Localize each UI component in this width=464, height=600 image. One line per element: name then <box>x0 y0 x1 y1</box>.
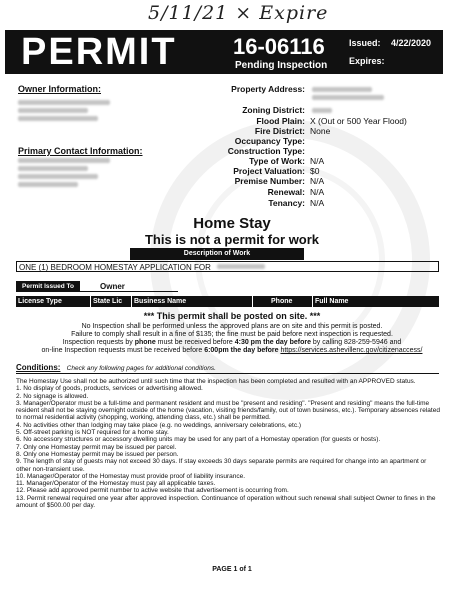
property-address-redacted <box>312 87 372 92</box>
notice-line-3: Inspection requests by phone must be received before 4:30 pm the day before by calling 828-259-5946 and <box>62 339 402 346</box>
col-license-type: License Type <box>18 298 62 305</box>
tenancy-value: N/A <box>310 198 325 208</box>
issued-date: 4/22/2020 <box>391 38 432 48</box>
type-of-work-value: N/A <box>310 156 325 166</box>
conditions-list <box>16 378 441 509</box>
col-full-name: Full Name <box>312 296 439 307</box>
flood-plain-value: X (Out or 500 Year Flood) <box>310 116 407 126</box>
occupancy-type-label: Occupancy Type: <box>234 136 305 146</box>
permit-issued-to-label: Permit Issued To <box>16 281 80 292</box>
page-number: PAGE 1 of 1 <box>212 566 252 573</box>
condition-item: 6. No accessory structures or accessory dwelling units may be used for any part of a Homestay operation (for guests or hosts). <box>16 436 381 444</box>
owner-info-label: Owner Information: <box>18 84 101 94</box>
condition-item: 4. No activities other than lodging may take place (e.g. no weddings, anniversary celebrations, etc.) <box>16 421 302 429</box>
tenancy-label: Tenancy: <box>268 198 305 208</box>
premise-number-label: Premise Number: <box>234 176 305 186</box>
permit-issued-to-value: Owner <box>80 281 178 292</box>
permit-status: Pending Inspection <box>235 60 328 71</box>
permit-number: 16-06116 <box>233 34 325 59</box>
condition-item: 1. No display of goods, products, services or advertising allowed. <box>16 385 203 393</box>
type-of-work-label: Type of Work: <box>249 156 305 166</box>
permit-word: PERMIT <box>21 31 177 73</box>
handwritten-note: 5/11/21 × Expire <box>148 2 329 24</box>
zoning-district-redacted <box>312 108 332 113</box>
permit-type-title: Home Stay <box>193 215 271 232</box>
renewal-value: N/A <box>310 187 325 197</box>
conditions-divider <box>16 373 439 374</box>
condition-item: 12. Please add approved permit number to active website that advertisement is occurring from. <box>16 487 289 495</box>
col-state-lic: State Lic <box>90 296 131 307</box>
notice-line-1: No Inspection shall be performed unless the approved plans are on site and this permit is posted. <box>81 323 383 330</box>
condition-item: 10. Manager/Operator of the Homestay must provide proof of liability insurance. <box>16 472 246 480</box>
notice-line-4: on-line Inspection requests must be received before 6:00pm the day before https://services.ashevillenc.gov/citizenaccess/ <box>41 347 423 354</box>
condition-intro: The Homestay Use shall not be authorized until such time that the inspection has been completed and resulted with an APPROVED status. <box>16 378 416 385</box>
conditions-label: Conditions: <box>16 363 61 372</box>
description-of-work-text: ONE (1) BEDROOM HOMESTAY APPLICATION FOR <box>19 263 211 272</box>
expires-label: Expires: <box>349 56 385 66</box>
condition-item: 13. Permit renewal required one year after approved inspection. Continuance of operation without such renewal shall subject Owner to fines in the amount of $500.00 per day. <box>16 494 436 510</box>
condition-item: 9. The length of stay of guests may not exceed 30 days. If stay exceeds 30 days separate permits are required for change into an apartment or other non-transient use. <box>16 458 427 473</box>
posted-on-site-notice: *** This permit shall be posted on site. *** <box>143 311 321 321</box>
permit-banner <box>5 30 443 74</box>
conditions-note: Check any following pages for additional conditions. <box>66 365 216 372</box>
condition-item: 3. Manager/Operator must be a full-time and permanent resident and must be "present and residing". "Present and residing" means the full-time resident shall not be staying overnight outside of the home (vacation, visiting friends/family, out of town business, etc.). Temporary absences related to normal residential activity (shopping, working, attending class, etc.) shall be permitted. <box>16 399 440 422</box>
condition-item: 8. Only one Homestay permit may be issued per person. <box>16 450 179 458</box>
construction-type-label: Construction Type: <box>227 146 305 156</box>
conditions-heading <box>16 363 216 372</box>
fire-district-value: None <box>310 126 331 136</box>
condition-item: 5. Off-street parking is NOT required for a home stay. <box>16 429 169 437</box>
license-table-header <box>16 296 439 307</box>
flood-plain-label: Flood Plain: <box>256 116 305 126</box>
condition-item: 7. Only one Homestay permit may be issued per parcel. <box>16 443 177 451</box>
primary-contact-label: Primary Contact Information: <box>18 146 143 156</box>
notice-line-2: Failure to comply shall result in a fine of $135; the fine must be paid before next inspection is requested. <box>71 331 393 338</box>
renewal-label: Renewal: <box>267 187 305 197</box>
project-valuation-value: $0 <box>310 166 320 176</box>
inspection-request-link[interactable]: https://services.ashevillenc.gov/citizenaccess/ <box>280 347 423 354</box>
description-name-redacted <box>217 264 265 269</box>
condition-item: 2. No signage is allowed. <box>16 392 89 400</box>
col-phone: Phone <box>252 296 312 307</box>
permit-subtitle: This is not a permit for work <box>144 232 320 247</box>
col-business-name: Business Name <box>131 296 252 307</box>
description-of-work-row <box>16 261 439 272</box>
condition-item: 11. Manager/Operator of the Homestay must pay all applicable taxes. <box>16 480 216 488</box>
issued-label: Issued: <box>349 38 381 48</box>
property-address-label: Property Address: <box>231 84 305 94</box>
project-valuation-label: Project Valuation: <box>233 166 305 176</box>
premise-number-value: N/A <box>310 176 325 186</box>
fire-district-label: Fire District: <box>254 126 305 136</box>
description-of-work-header: Description of Work <box>130 248 304 260</box>
zoning-district-label: Zoning District: <box>242 105 305 115</box>
